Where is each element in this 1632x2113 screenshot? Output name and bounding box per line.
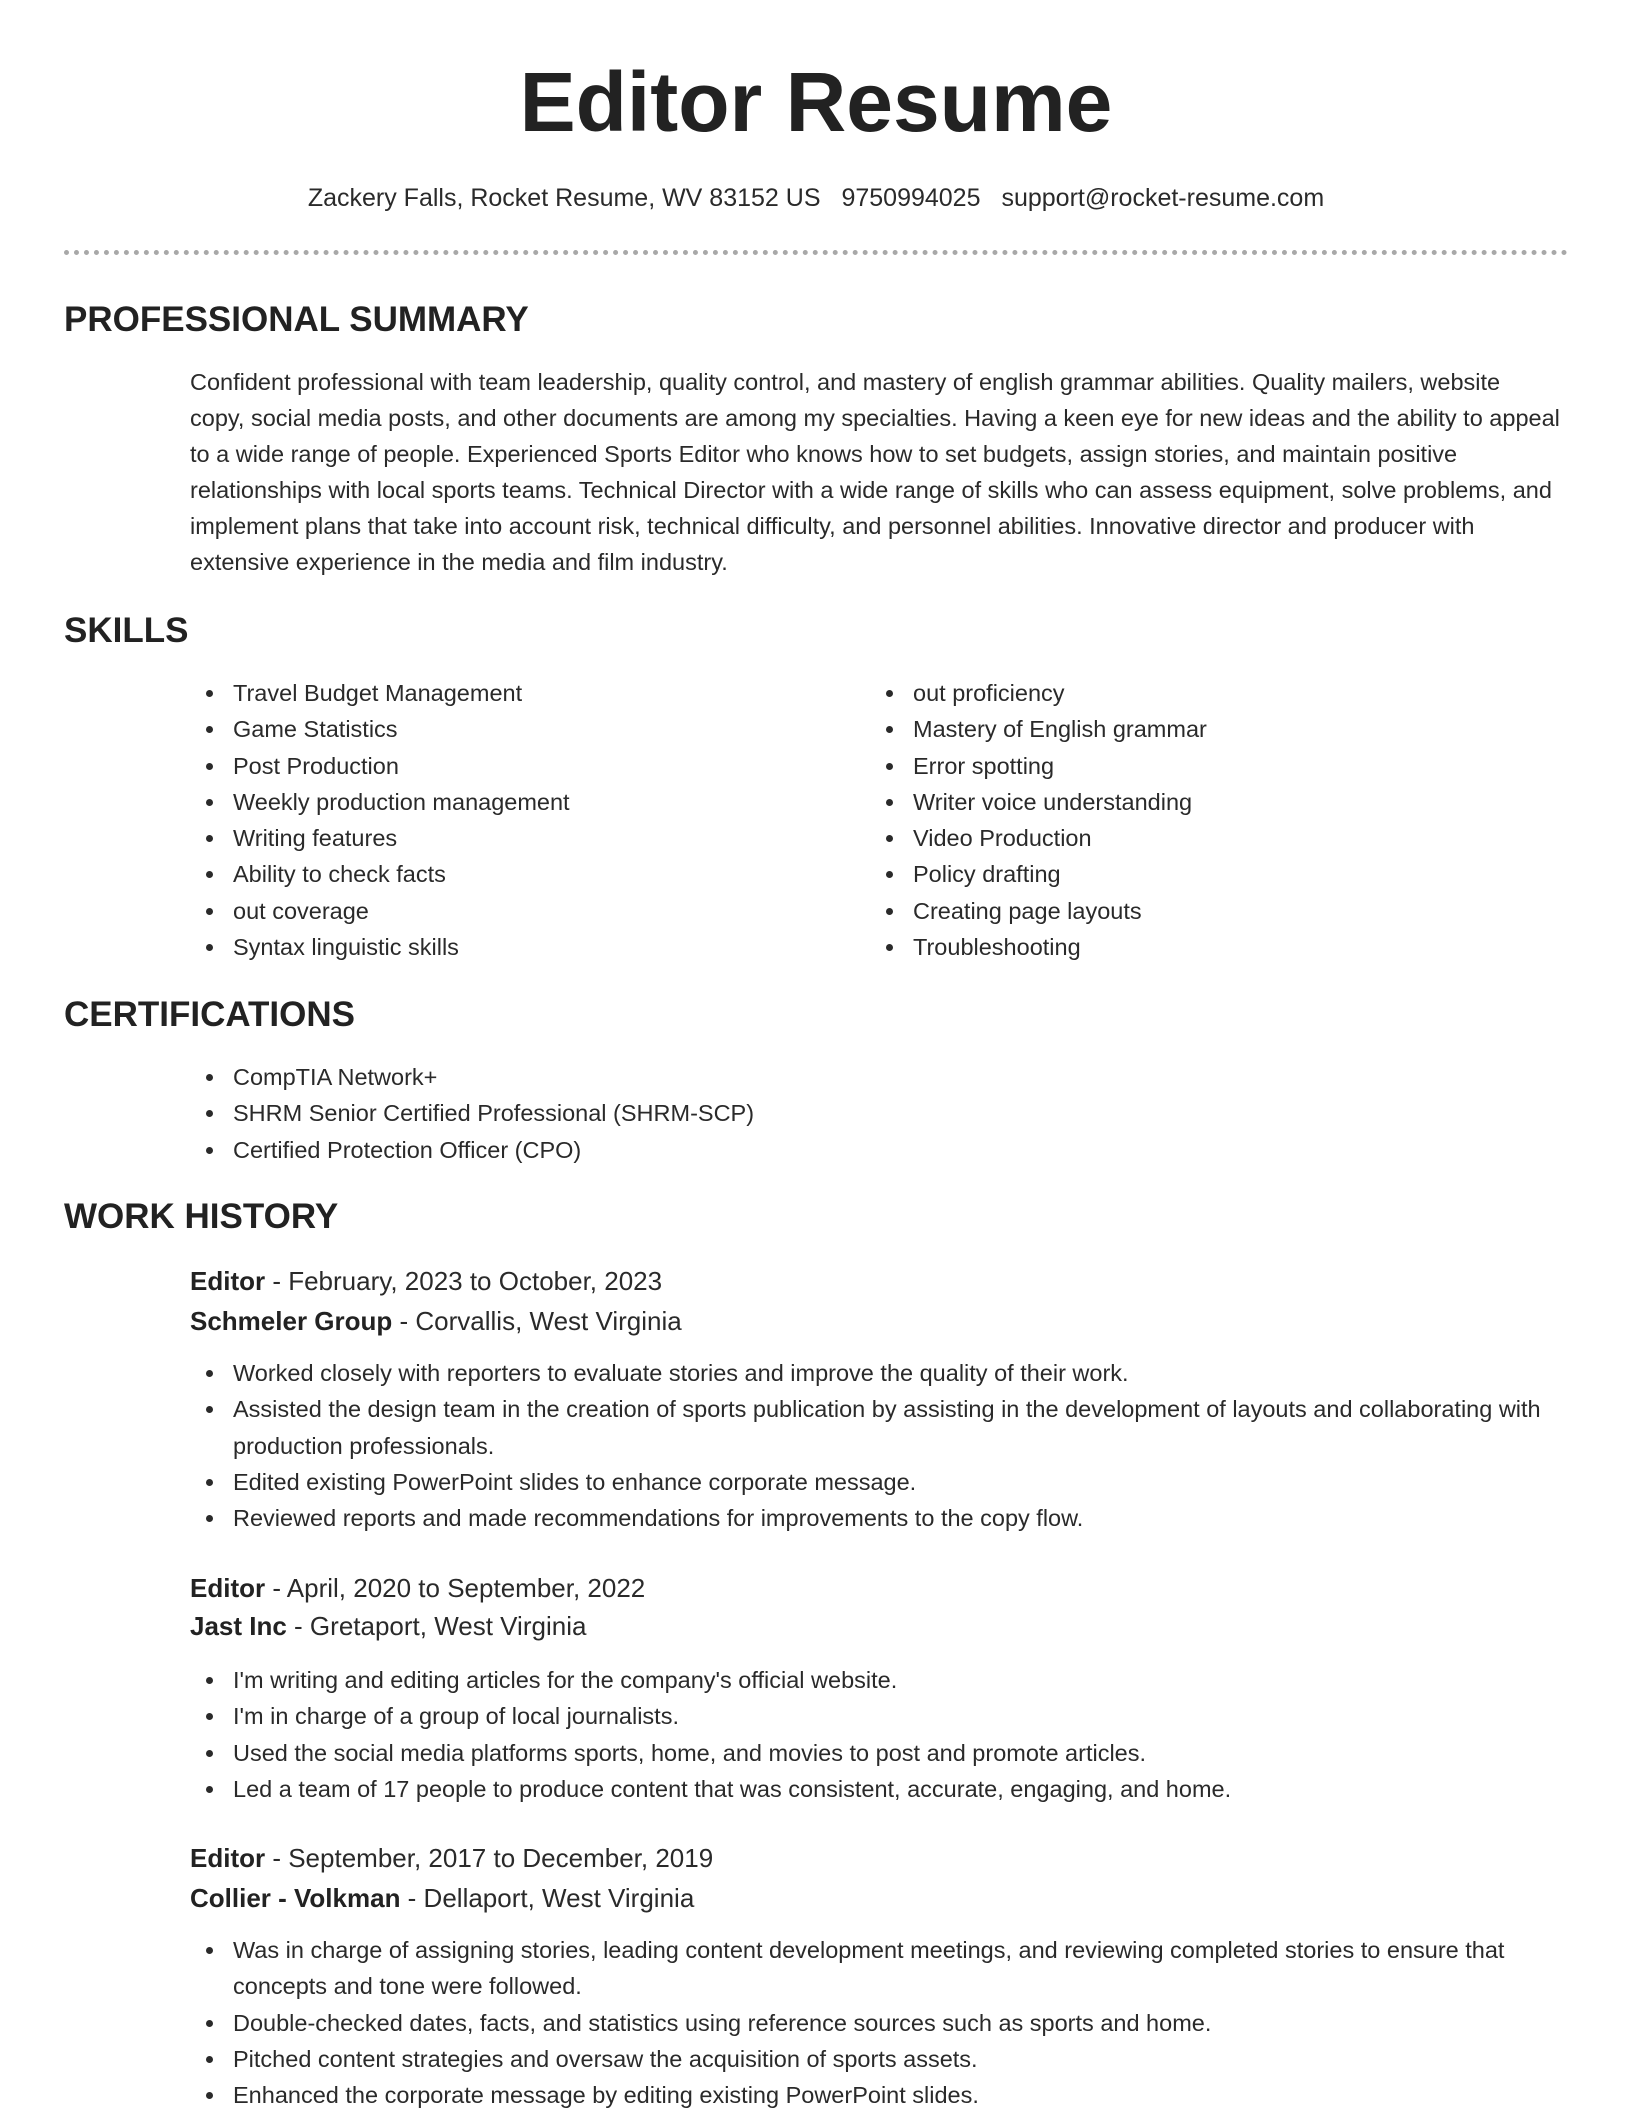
summary-heading: PROFESSIONAL SUMMARY [64, 300, 529, 339]
job-duty: Worked closely with reporters to evaluate stories and improve the quality of their work. [190, 1355, 1560, 1391]
job-duties-list [190, 1662, 1560, 1807]
contact-address: Zackery Falls, Rocket Resume, WV 83152 US [307, 184, 821, 212]
job-duty: I'm writing and editing articles for the company's official website. [190, 1662, 1560, 1698]
header-divider [64, 250, 1568, 255]
job-duty: Pitched content strategies and oversaw the acquisition of sports assets. [190, 2041, 1560, 2077]
job-duty: Reviewed reports and made recommendations for improvements to the copy flow. [190, 1500, 1560, 1536]
job-dates: - September, 2017 to December, 2019 [265, 1843, 714, 1873]
job-duties-list [190, 1355, 1560, 1536]
skill-item: Video Production [870, 820, 1510, 856]
certifications-heading: CERTIFICATIONS [64, 995, 356, 1034]
work-history-heading: WORK HISTORY [64, 1197, 339, 1236]
skill-item: Post Production [190, 748, 830, 784]
certification-item: CompTIA Network+ [190, 1059, 1490, 1095]
job-company: Jast Inc [190, 1611, 287, 1641]
skill-item: Writer voice understanding [870, 784, 1510, 820]
contact-phone: 9750994025 [841, 184, 981, 212]
job-title-line [190, 1263, 662, 1299]
job-title: Editor [190, 1266, 266, 1296]
job-duty: Double-checked dates, facts, and statistics using reference sources such as sports and home. [190, 2005, 1560, 2041]
skill-item: Travel Budget Management [190, 675, 830, 711]
job-duty: I'm in charge of a group of local journalists. [190, 1698, 1560, 1734]
job-duty: Led a team of 17 people to produce content that was consistent, accurate, engaging, and home. [190, 1771, 1560, 1807]
job-company: Collier - Volkman [190, 1883, 401, 1913]
skill-item: out coverage [190, 893, 830, 929]
resume-title: Editor Resume [519, 55, 1113, 149]
job-title: Editor [190, 1843, 266, 1873]
job-company-line [190, 1303, 682, 1339]
certification-item: Certified Protection Officer (CPO) [190, 1132, 1490, 1168]
skill-item: Troubleshooting [870, 929, 1510, 965]
skill-item: out proficiency [870, 675, 1510, 711]
certification-item: SHRM Senior Certified Professional (SHRM-SCP) [190, 1095, 1490, 1131]
skill-item: Syntax linguistic skills [190, 929, 830, 965]
job-company-line [190, 1880, 694, 1916]
skill-item: Policy drafting [870, 856, 1510, 892]
contact-line [0, 180, 1632, 216]
job-duty: Was in charge of assigning stories, leading content development meetings, and reviewing completed stories to ensure that concepts and tone were followed. [190, 1932, 1560, 2005]
skills-list-left [190, 675, 830, 965]
job-company: Schmeler Group [190, 1306, 393, 1336]
job-duty: Edited existing PowerPoint slides to enhance corporate message. [190, 1464, 1560, 1500]
skill-item: Error spotting [870, 748, 1510, 784]
job-dates: - April, 2020 to September, 2022 [265, 1573, 646, 1603]
skill-item: Weekly production management [190, 784, 830, 820]
summary-text: Confident professional with team leadership, quality control, and mastery of english grammar abilities. Quality mailers, website copy, social media posts, and other documents are among my specialties. Having a keen eye for new ideas and the ability to appeal to a wide range of people. Experienced Sports Editor who knows how to set budgets, assign stories, and maintain positive relationships with local sports teams. Technical Director with a wide range of skills who can assess equipment, solve problems, and implement plans that take into account risk, technical difficulty, and personnel abilities. Innovative director and producer with extensive experience in the media and film industry. [190, 369, 1560, 575]
job-duties-list [190, 1932, 1560, 2113]
job-duty: Enhanced the corporate message by editing existing PowerPoint slides. [190, 2077, 1560, 2113]
skills-list-right [870, 675, 1510, 965]
certifications-list [190, 1059, 1490, 1168]
job-location: - Dellaport, West Virginia [400, 1883, 695, 1913]
skill-item: Ability to check facts [190, 856, 830, 892]
contact-email: support@rocket-resume.com [1001, 184, 1325, 212]
job-title: Editor [190, 1573, 266, 1603]
skills-heading: SKILLS [64, 611, 189, 650]
job-location: - Gretaport, West Virginia [286, 1611, 587, 1641]
job-title-line [190, 1570, 645, 1606]
skill-item: Mastery of English grammar [870, 711, 1510, 747]
skill-item: Writing features [190, 820, 830, 856]
job-title-line [190, 1840, 713, 1876]
skill-item: Game Statistics [190, 711, 830, 747]
skill-item: Creating page layouts [870, 893, 1510, 929]
job-dates: - February, 2023 to October, 2023 [265, 1266, 663, 1296]
job-duty: Used the social media platforms sports, home, and movies to post and promote articles. [190, 1735, 1560, 1771]
job-company-line [190, 1608, 586, 1644]
job-location: - Corvallis, West Virginia [392, 1306, 682, 1336]
job-duty: Assisted the design team in the creation of sports publication by assisting in the development of layouts and collaborating with production professionals. [190, 1391, 1560, 1464]
